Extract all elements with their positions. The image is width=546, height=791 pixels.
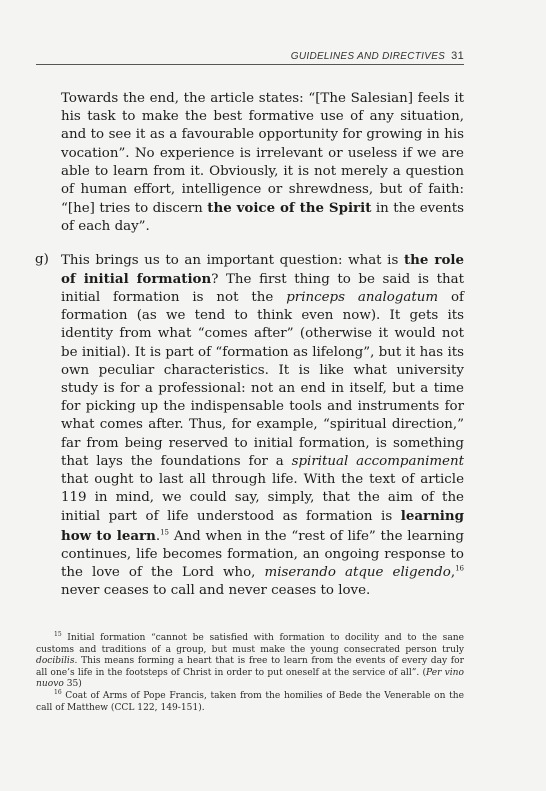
running-header	[40, 50, 464, 62]
footnote-15	[36, 630, 464, 691]
italic-phrase: docibilis	[36, 656, 75, 667]
text-span: And when in the “rest of life” the learning continues, life becomes formation, an ongoing response to the love of the Lord who,	[61, 528, 464, 581]
text-span: never ceases to call and never ceases to love.	[61, 583, 371, 599]
running-title: GUIDELINES AND DIRECTIVES	[290, 51, 446, 62]
text-span: in the events of each day”.	[61, 201, 464, 235]
text-span: Towards the end, the article states: “[The Salesian] feels it his task to make the best formative use of any situation, and to see it as a favourable opportunity for growing in his vocation”. No experience is irrelevant or useless if we are able to learn from it. Obviously, it is not merely a question of human effort, intelligence or shrewdness, but of faith: “[he] tries to discern	[61, 91, 464, 217]
text-span: of formation (as we tend to think even now). It gets its identity from what “comes after” (otherwise it would not be initial). It is part of “formation as lifelong”, but it has its own peculiar characteristics. It is like what university study is for a professional: not an end in itself, but a time for picking up the indispensable tools and instruments for what comes after. Thus, for example, “spiritual direction,” far from being reserved to initial formation, is something that lays the foundations for a	[61, 290, 464, 469]
text-span: ? The first thing to be said is that initial formation is not the	[61, 271, 464, 306]
footnote-ref-15[interactable]: 15	[160, 528, 170, 537]
italic-phrase: princeps analogatum	[286, 290, 439, 306]
header-rule	[36, 64, 464, 65]
text-span: 35)	[63, 679, 82, 690]
text-span: ,	[450, 565, 456, 581]
text-span: This brings us to an important question: what is	[61, 252, 404, 268]
list-item-g	[35, 251, 465, 601]
bold-phrase: the role of initial formation	[61, 251, 465, 287]
bold-phrase: learning how to learn	[61, 508, 464, 544]
text-span: Initial formation “cannot be satisfied with formation to docility and to the sane customs and traditions of a group, but must make the young consecrated person truly	[36, 633, 464, 655]
paragraph-initial-formation	[61, 251, 464, 601]
text-span: that ought to last all through life. With the text of article 119 in mind, we could say, simply, that the aim of the initial part of life understood as formation is	[61, 472, 464, 525]
text-span: .	[155, 528, 161, 544]
body-text	[35, 90, 465, 600]
italic-phrase: miserando atque eligendo	[264, 565, 451, 581]
footnote-number: 16	[54, 688, 62, 696]
footnotes	[36, 630, 464, 714]
footnote-16	[36, 688, 464, 714]
page-number: 31	[451, 50, 464, 62]
footnote-ref-16[interactable]: 16	[455, 564, 464, 573]
italic-phrase: spiritual accompaniment	[291, 453, 464, 469]
text-span: . This means forming a heart that is free to learn from the events of every day for all one’s life in the footsteps of Christ in order to put oneself at the service of all”. (	[36, 656, 464, 678]
list-marker: g)	[35, 251, 49, 267]
paragraph-article-states	[61, 90, 464, 237]
text-span: Coat of Arms of Pope Francis, taken from the homilies of Bede the Venerable on the call of Matthew (CCL 122, 149-151).	[36, 690, 464, 713]
italic-phrase: Per vino nuovo	[36, 667, 464, 690]
footnote-number: 15	[54, 630, 62, 638]
bold-phrase: the voice of the Spirit	[207, 200, 372, 217]
